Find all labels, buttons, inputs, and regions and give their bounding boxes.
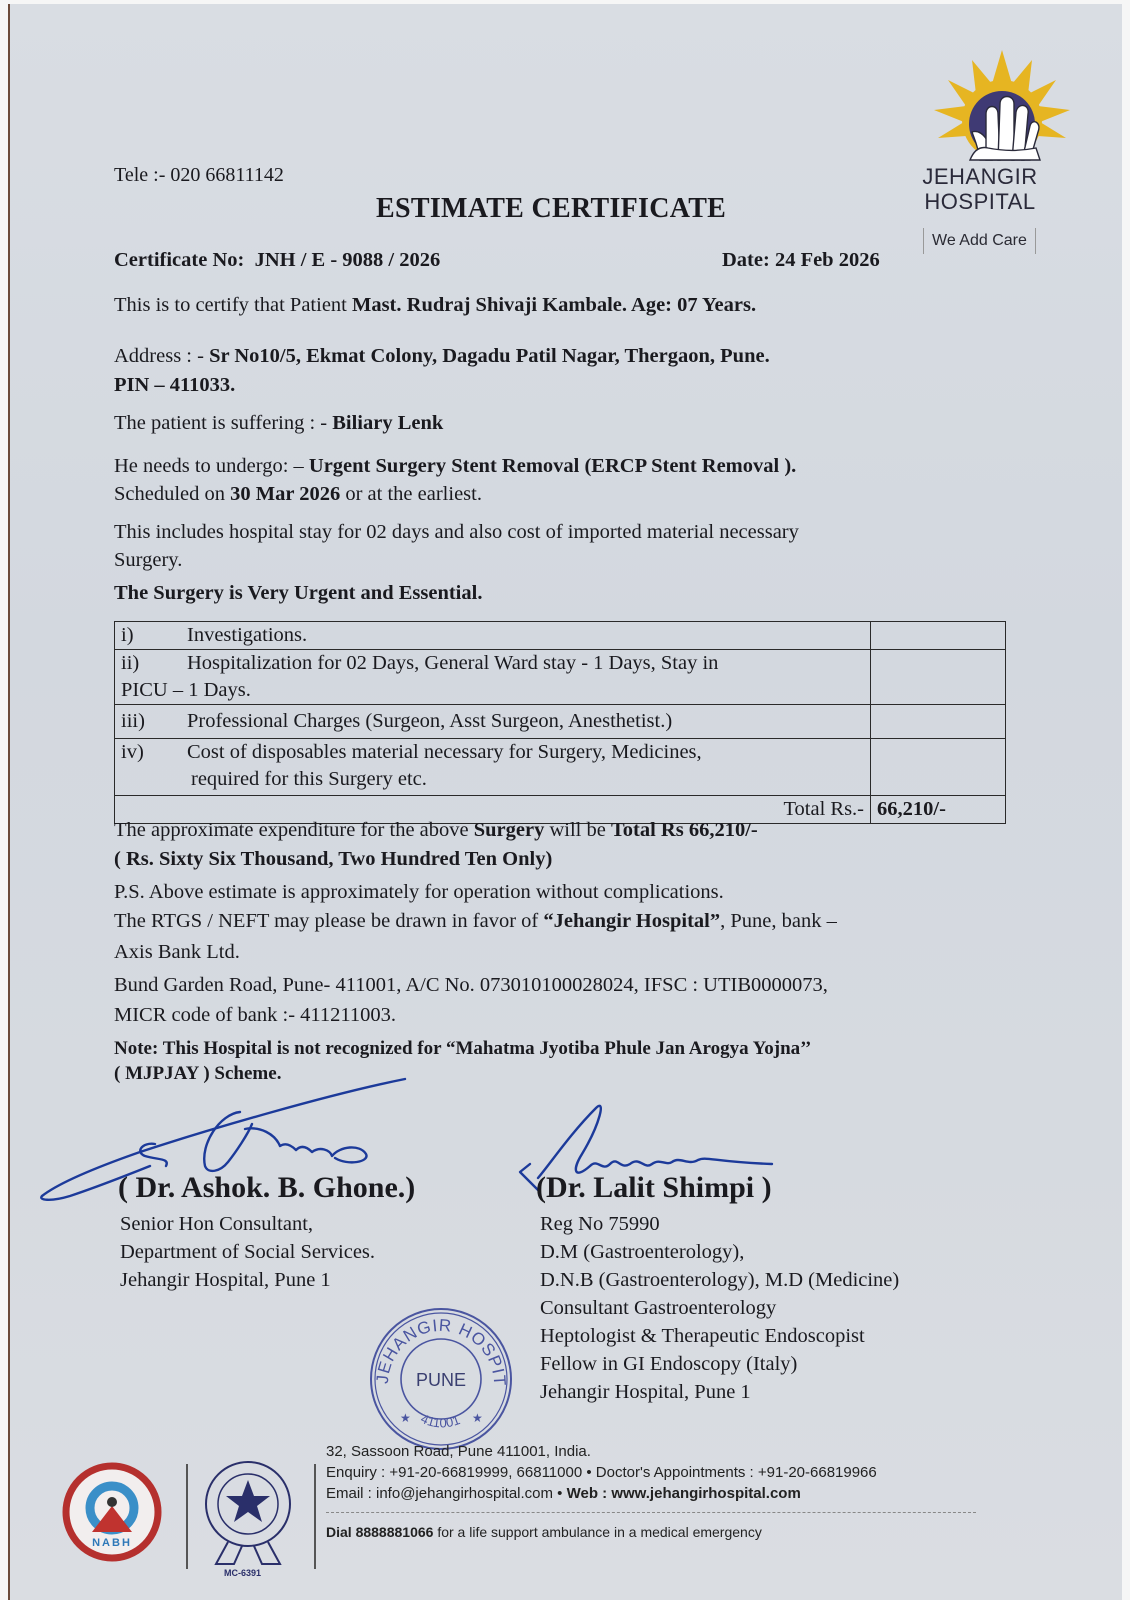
expenditure-prefix: The approximate expenditure for the above — [114, 819, 474, 841]
telephone-number: Tele :- 020 66811142 — [114, 164, 284, 186]
sunflower-hand-logo-icon — [920, 42, 1085, 172]
signatory-1-details — [120, 1210, 375, 1294]
certify-line — [114, 294, 756, 317]
signatory-2-line: Fellow in GI Endoscopy (Italy) — [540, 1353, 798, 1375]
scheduled-prefix: Scheduled on — [114, 483, 231, 505]
amount-cell — [871, 705, 1006, 739]
diagnosis-line — [114, 412, 443, 435]
signatory-2-line: Heptologist & Therapeutic Endoscopist — [540, 1325, 865, 1347]
page-title: ESTIMATE CERTIFICATE — [376, 193, 727, 224]
footer-contact: 32, Sassoon Road, Pune 411001, India. Enquiry : +91-20-66819999, 66811000 • Doctor's Appointments : +91-20-66819966 Email : info@jehangirhospital.com • Web : www.jehangirhospital.com — [326, 1443, 877, 1502]
address-block — [114, 342, 770, 400]
note-line-1: Note: This Hospital is not recognized for “Mahatma Jyotiba Phule Jan Arogya Yojna’’ — [114, 1038, 812, 1059]
total-label: Total Rs.- — [115, 796, 871, 824]
expenditure-total: Total Rs 66,210/- — [610, 819, 758, 841]
hospital-name-line2: HOSPITAL — [924, 189, 1036, 214]
item-cell — [115, 650, 871, 705]
hospital-logo — [920, 42, 1085, 172]
expenditure-surgery: Surgery — [473, 819, 545, 841]
table-row — [115, 739, 1006, 796]
table-row — [115, 650, 1006, 705]
scheduled-date: 30 Mar 2026 — [230, 483, 341, 505]
nabh-logo — [62, 1462, 162, 1562]
signatory-1-line: Jehangir Hospital, Pune 1 — [120, 1269, 331, 1291]
signatory-1-line: Senior Hon Consultant, — [120, 1213, 314, 1235]
stamp-bottom-text: 411001 — [418, 1410, 462, 1431]
svg-text:411001 — [418, 1411, 461, 1431]
expenditure-mid: will be — [544, 819, 611, 841]
certificate-number-label: Certificate No: — [114, 249, 245, 271]
date-value: 24 Feb 2026 — [774, 249, 880, 271]
website-link[interactable]: Web : www.jehangirhospital.com — [566, 1485, 801, 1502]
rtgs-payee: “Jehangir Hospital” — [543, 910, 721, 932]
item-text-cont: PICU – 1 Days. — [121, 679, 251, 701]
procedure-label: He needs to undergo: – — [114, 455, 309, 477]
ambulance-number: Dial 8888881066 — [326, 1524, 434, 1540]
item-number: iv) — [121, 741, 144, 763]
signatory-2-details — [540, 1210, 899, 1406]
certificate-date — [722, 249, 880, 272]
includes-line-1: This includes hospital stay for 02 days and also cost of imported material necessary — [114, 521, 799, 543]
item-cell — [115, 622, 871, 650]
date-label: Date: — [722, 249, 770, 271]
ambulance-text: for a life support ambulance in a medical emergency — [433, 1524, 762, 1540]
rtgs-suffix: , Pune, bank – — [720, 910, 837, 932]
certificate-number — [114, 249, 440, 272]
certify-prefix: This is to certify that Patient — [114, 294, 352, 316]
item-number: iii) — [121, 710, 145, 732]
stamp-ring-text: JEHANGIR HOSPIT — [372, 1315, 510, 1386]
signatory-2-line: Consultant Gastroenterology — [540, 1297, 777, 1319]
address-value: Sr No10/5, Ekmat Colony, Dagadu Patil Nagar, Thergaon, Pune. — [209, 345, 770, 367]
rtgs-prefix: The RTGS / NEFT may please be drawn in favor of — [114, 910, 544, 932]
item-text: Cost of disposables material necessary for Surgery, Medicines, — [187, 741, 702, 763]
nabl-accreditation-icon — [202, 1460, 294, 1570]
hospital-name — [915, 164, 1045, 214]
address-label: Address : - — [114, 345, 210, 367]
footer-separator — [326, 1512, 976, 1513]
payment-block — [114, 878, 837, 1030]
bank-details: Bund Garden Road, Pune- 411001, A/C No. 073010100028024, IFSC : UTIB0000073, — [114, 974, 828, 996]
urgent-note: The Surgery is Very Urgent and Essential. — [114, 582, 483, 604]
item-cell — [115, 739, 871, 796]
enquiry-phone: Enquiry : +91-20-66819999, 66811000 — [326, 1464, 583, 1481]
footer-divider — [186, 1464, 188, 1569]
appointments-phone: Doctor's Appointments : +91-20-66819966 — [595, 1464, 877, 1481]
includes-block — [114, 518, 799, 574]
amount-in-words: ( Rs. Sixty Six Thousand, Two Hundred Ten Only) — [114, 848, 553, 870]
signatory-2-line: D.M (Gastroenterology), — [540, 1241, 745, 1263]
item-cell — [115, 705, 871, 739]
patient-name-age: Mast. Rudraj Shivaji Kambale. Age: 07 Years. — [351, 294, 757, 316]
total-value: 66,210/- — [871, 796, 1006, 824]
table-row — [115, 622, 1006, 650]
item-text: Professional Charges (Surgeon, Asst Surgeon, Anesthetist.) — [187, 710, 673, 732]
nabh-label: NABH — [92, 1537, 132, 1549]
item-text: Hospitalization for 02 Days, General Ward stay - 1 Days, Stay in — [187, 652, 719, 674]
stamp-icon — [366, 1304, 516, 1454]
signatory-2-line: D.N.B (Gastroenterology), M.D (Medicine) — [540, 1269, 900, 1291]
email-link[interactable]: Email : info@jehangirhospital.com — [326, 1485, 553, 1502]
procedure-value: Urgent Surgery Stent Removal (ERCP Stent Removal ). — [308, 455, 797, 477]
nabl-logo — [202, 1460, 294, 1580]
svg-text:★: ★ — [400, 1411, 411, 1425]
diagnosis-label: The patient is suffering : - — [114, 412, 333, 434]
svg-text:★: ★ — [472, 1411, 483, 1425]
bank-name: Axis Bank Ltd. — [114, 941, 240, 963]
note-line-2: ( MJPJAY ) Scheme. — [114, 1063, 282, 1084]
signatory-2-name: (Dr. Lalit Shimpi ) — [536, 1171, 772, 1204]
micr-code: MICR code of bank :- 411211003. — [114, 1004, 397, 1026]
certificate-page — [8, 4, 1122, 1600]
hospital-tagline: We Add Care — [923, 228, 1036, 254]
amount-cell — [871, 650, 1006, 705]
item-number: ii) — [121, 652, 140, 674]
ambulance-line — [326, 1524, 762, 1540]
certificate-number-value: JNH / E - 9088 / 2026 — [254, 249, 441, 271]
signatory-1-name: ( Dr. Ashok. B. Ghone.) — [118, 1171, 416, 1204]
includes-line-2: Surgery. — [114, 549, 183, 571]
item-number: i) — [121, 624, 134, 646]
hospital-name-line1: JEHANGIR — [922, 164, 1038, 189]
stamp-center-text: PUNE — [415, 1370, 467, 1390]
pin-code: PIN – 411033. — [114, 374, 236, 396]
diagnosis-value: Biliary Lenk — [332, 412, 444, 434]
expenditure-block — [114, 816, 758, 874]
ps-note: P.S. Above estimate is approximately for operation without complications. — [114, 881, 724, 903]
signatory-2-line: Reg No 75990 — [540, 1213, 660, 1235]
nabl-code: MC-6391 — [224, 1568, 262, 1578]
footer-divider — [314, 1464, 316, 1569]
hospital-stamp — [366, 1304, 516, 1454]
estimate-table — [114, 621, 1006, 824]
signatory-2-line: Jehangir Hospital, Pune 1 — [540, 1381, 751, 1403]
nabh-accreditation-icon — [62, 1462, 162, 1562]
hospital-address: 32, Sassoon Road, Pune 411001, India. — [326, 1443, 591, 1460]
table-row — [115, 705, 1006, 739]
procedure-block — [114, 452, 796, 508]
signatory-1-line: Department of Social Services. — [120, 1241, 376, 1263]
item-text-cont: required for this Surgery etc. — [191, 768, 427, 790]
scheduled-suffix: or at the earliest. — [340, 483, 482, 505]
amount-cell — [871, 739, 1006, 796]
amount-cell — [871, 622, 1006, 650]
item-text: Investigations. — [187, 624, 308, 646]
